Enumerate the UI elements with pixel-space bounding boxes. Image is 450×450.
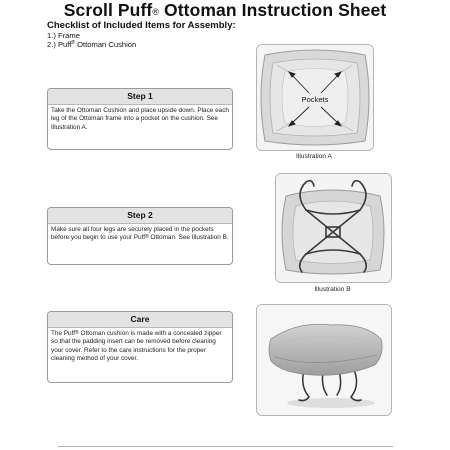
ottoman-photo: [257, 305, 391, 415]
step-2-text: Make sure all four legs are securely placed in the pockets before you begin to use your Puff® Ottoman. See Illustration B.: [51, 226, 229, 242]
checklist: [47, 20, 236, 49]
checklist-heading: Checklist of Included Items for Assembly:: [47, 20, 236, 31]
illustration-ottoman: [256, 304, 392, 416]
step-1-box: [47, 88, 233, 150]
care-box: [47, 311, 233, 383]
illustration-a: [256, 44, 374, 151]
footer-divider: [58, 446, 393, 447]
step-2-box: [47, 207, 233, 265]
care-title: Care: [48, 312, 232, 328]
frame-in-cushion-illustration: [276, 174, 391, 282]
checklist-item-cushion: 2.) Puff® Ottoman Cushion: [47, 40, 137, 49]
cushion-pockets-illustration: [257, 45, 373, 150]
care-text: The Puff® Ottoman cushion is made with a concealed zipper so that the padding insert can be removed before cleaning your cover. Refer to the care instructions for the proper cleaning method of your cover.: [51, 330, 222, 363]
step-2-title: Step 2: [48, 208, 232, 224]
illustration-a-caption: Illustration A: [296, 153, 332, 160]
step-1-text: Take the Ottoman Cushion and place upside down. Place each leg of the Ottoman frame into a pocket on the cushion. See Illustration A.: [51, 107, 229, 131]
illustration-b: [275, 173, 392, 283]
step-1-title: Step 1: [48, 89, 232, 105]
illustration-b-caption: Illustration B: [314, 286, 351, 293]
pockets-label: Pockets: [301, 95, 329, 104]
checklist-item-frame: 1.) Frame: [47, 31, 80, 40]
page-title: Scroll Puff® Ottoman Instruction Sheet: [63, 0, 387, 20]
registered-mark: ®: [152, 7, 160, 17]
